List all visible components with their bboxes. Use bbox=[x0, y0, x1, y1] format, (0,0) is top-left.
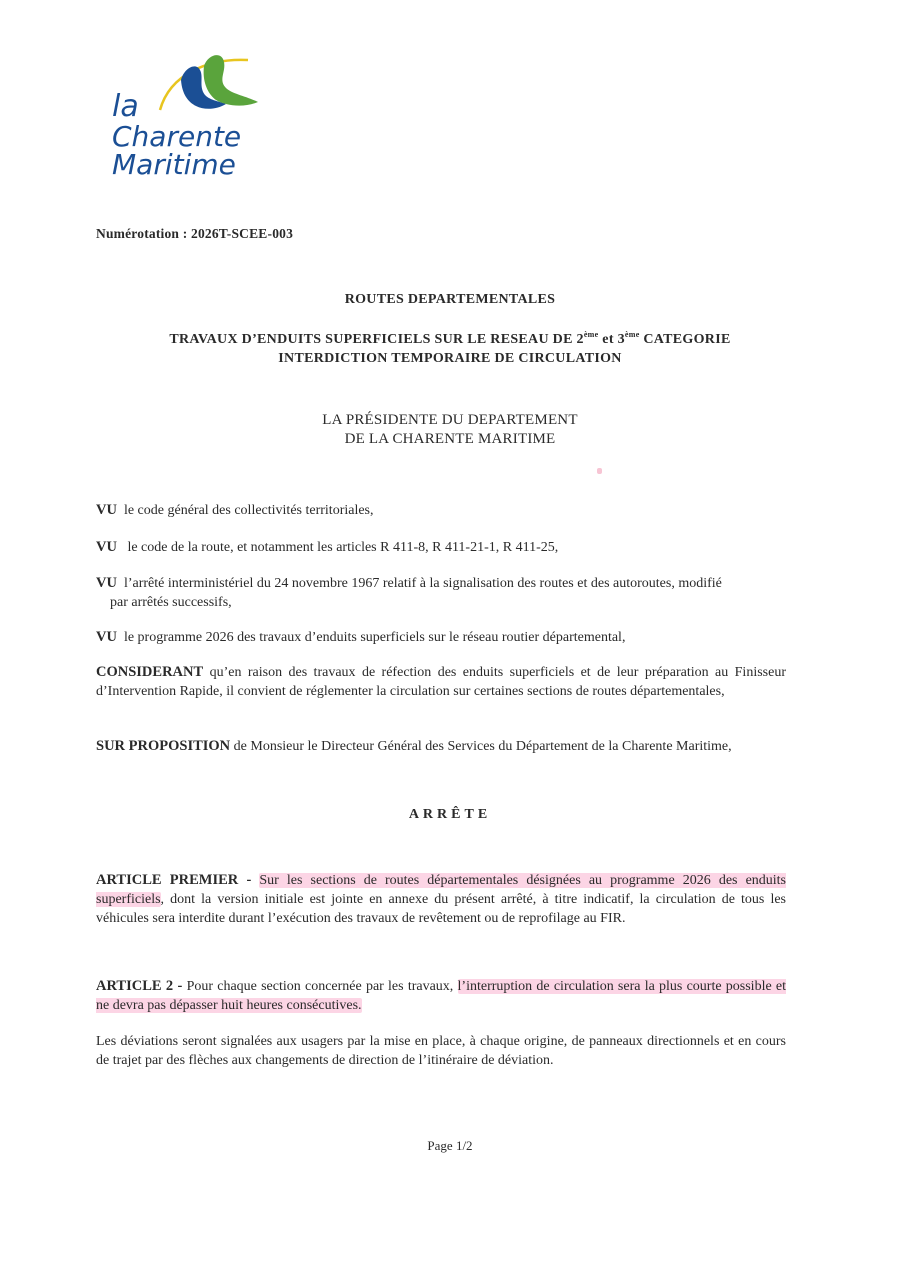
arrete-heading: ARRÊTE bbox=[408, 807, 492, 822]
heading-interdiction: INTERDICTION TEMPORAIRE DE CIRCULATION bbox=[278, 351, 622, 366]
highlighted-text: Sur les sections de routes départementales désignées au programme 2026 des enduits superficiels bbox=[96, 873, 787, 907]
president-line2: DE LA CHARENTE MARITIME bbox=[344, 431, 556, 447]
highlighted-text: l’interruption de circulation sera la plus courte possible et ne devra pas dépasser huit heures consécutives. bbox=[96, 979, 786, 1013]
page-number: Page 1/2 bbox=[427, 1138, 473, 1153]
article-premier: ARTICLE PREMIER - Sur les sections de routes départementales désignées au programme 2026 des enduits superficiels, dont la version initiale est jointe en annexe du présent arrêté, à titre indicatif, la circulation de tous les véhicules sera interdite durant l’exécution des travaux de revêtement ou de reprofilage au FIR. bbox=[96, 872, 787, 926]
considerant-paragraph: CONSIDERANT qu’en raison des travaux de réfection des enduits superficiels et de leur préparation au Finisseur d’Intervention Rapide, il convient de réglementer la circulation sur certaines sections de routes départementales, bbox=[96, 664, 786, 699]
heading-travaux-line1: TRAVAUX D’ENDUITS SUPERFICIELS SUR LE RESEAU DE 2ème et 3ème CATEGORIE bbox=[169, 330, 731, 347]
vu-item: VU le code de la route, et notamment les articles R 411-8, R 411-21-1, R 411-25, bbox=[96, 539, 559, 555]
logo-text-la: la bbox=[112, 89, 139, 124]
department-logo bbox=[108, 52, 268, 184]
vu-item: VU le programme 2026 des travaux d’enduits superficiels sur le réseau routier départemental, bbox=[96, 629, 626, 645]
president-line1: LA PRÉSIDENTE DU DEPARTEMENT bbox=[322, 412, 578, 428]
heading-routes: ROUTES DEPARTEMENTALES bbox=[344, 292, 556, 307]
deviations-paragraph: Les déviations seront signalées aux usagers par la mise en place, à chaque origine, de panneaux directionnels et en cours de trajet par des flèches aux changements de direction de l’itinéraire de déviation. bbox=[96, 1034, 786, 1068]
vu-item: VU l’arrêté interministériel du 24 novembre 1967 relatif à la signalisation des routes et des autoroutes, modifié par arrêtés successifs, bbox=[96, 575, 722, 610]
numerotation: Numérotation : 2026T-SCEE-003 bbox=[96, 226, 294, 241]
president-heading bbox=[0, 411, 900, 449]
logo-text-charente: Charente bbox=[112, 120, 242, 153]
stray-mark bbox=[597, 468, 602, 474]
sur-proposition-paragraph: SUR PROPOSITION de Monsieur le Directeur Général des Services du Département de la Charente Maritime, bbox=[96, 738, 732, 754]
vu-item: VU le code général des collectivités territoriales, bbox=[96, 502, 374, 518]
article-2: ARTICLE 2 - Pour chaque section concernée par les travaux, l’interruption de circulation sera la plus courte possible et ne devra pas dépasser huit heures consécutives. bbox=[96, 978, 786, 1013]
logo-text-maritime: Maritime bbox=[112, 148, 236, 181]
heading-travaux bbox=[0, 330, 900, 368]
